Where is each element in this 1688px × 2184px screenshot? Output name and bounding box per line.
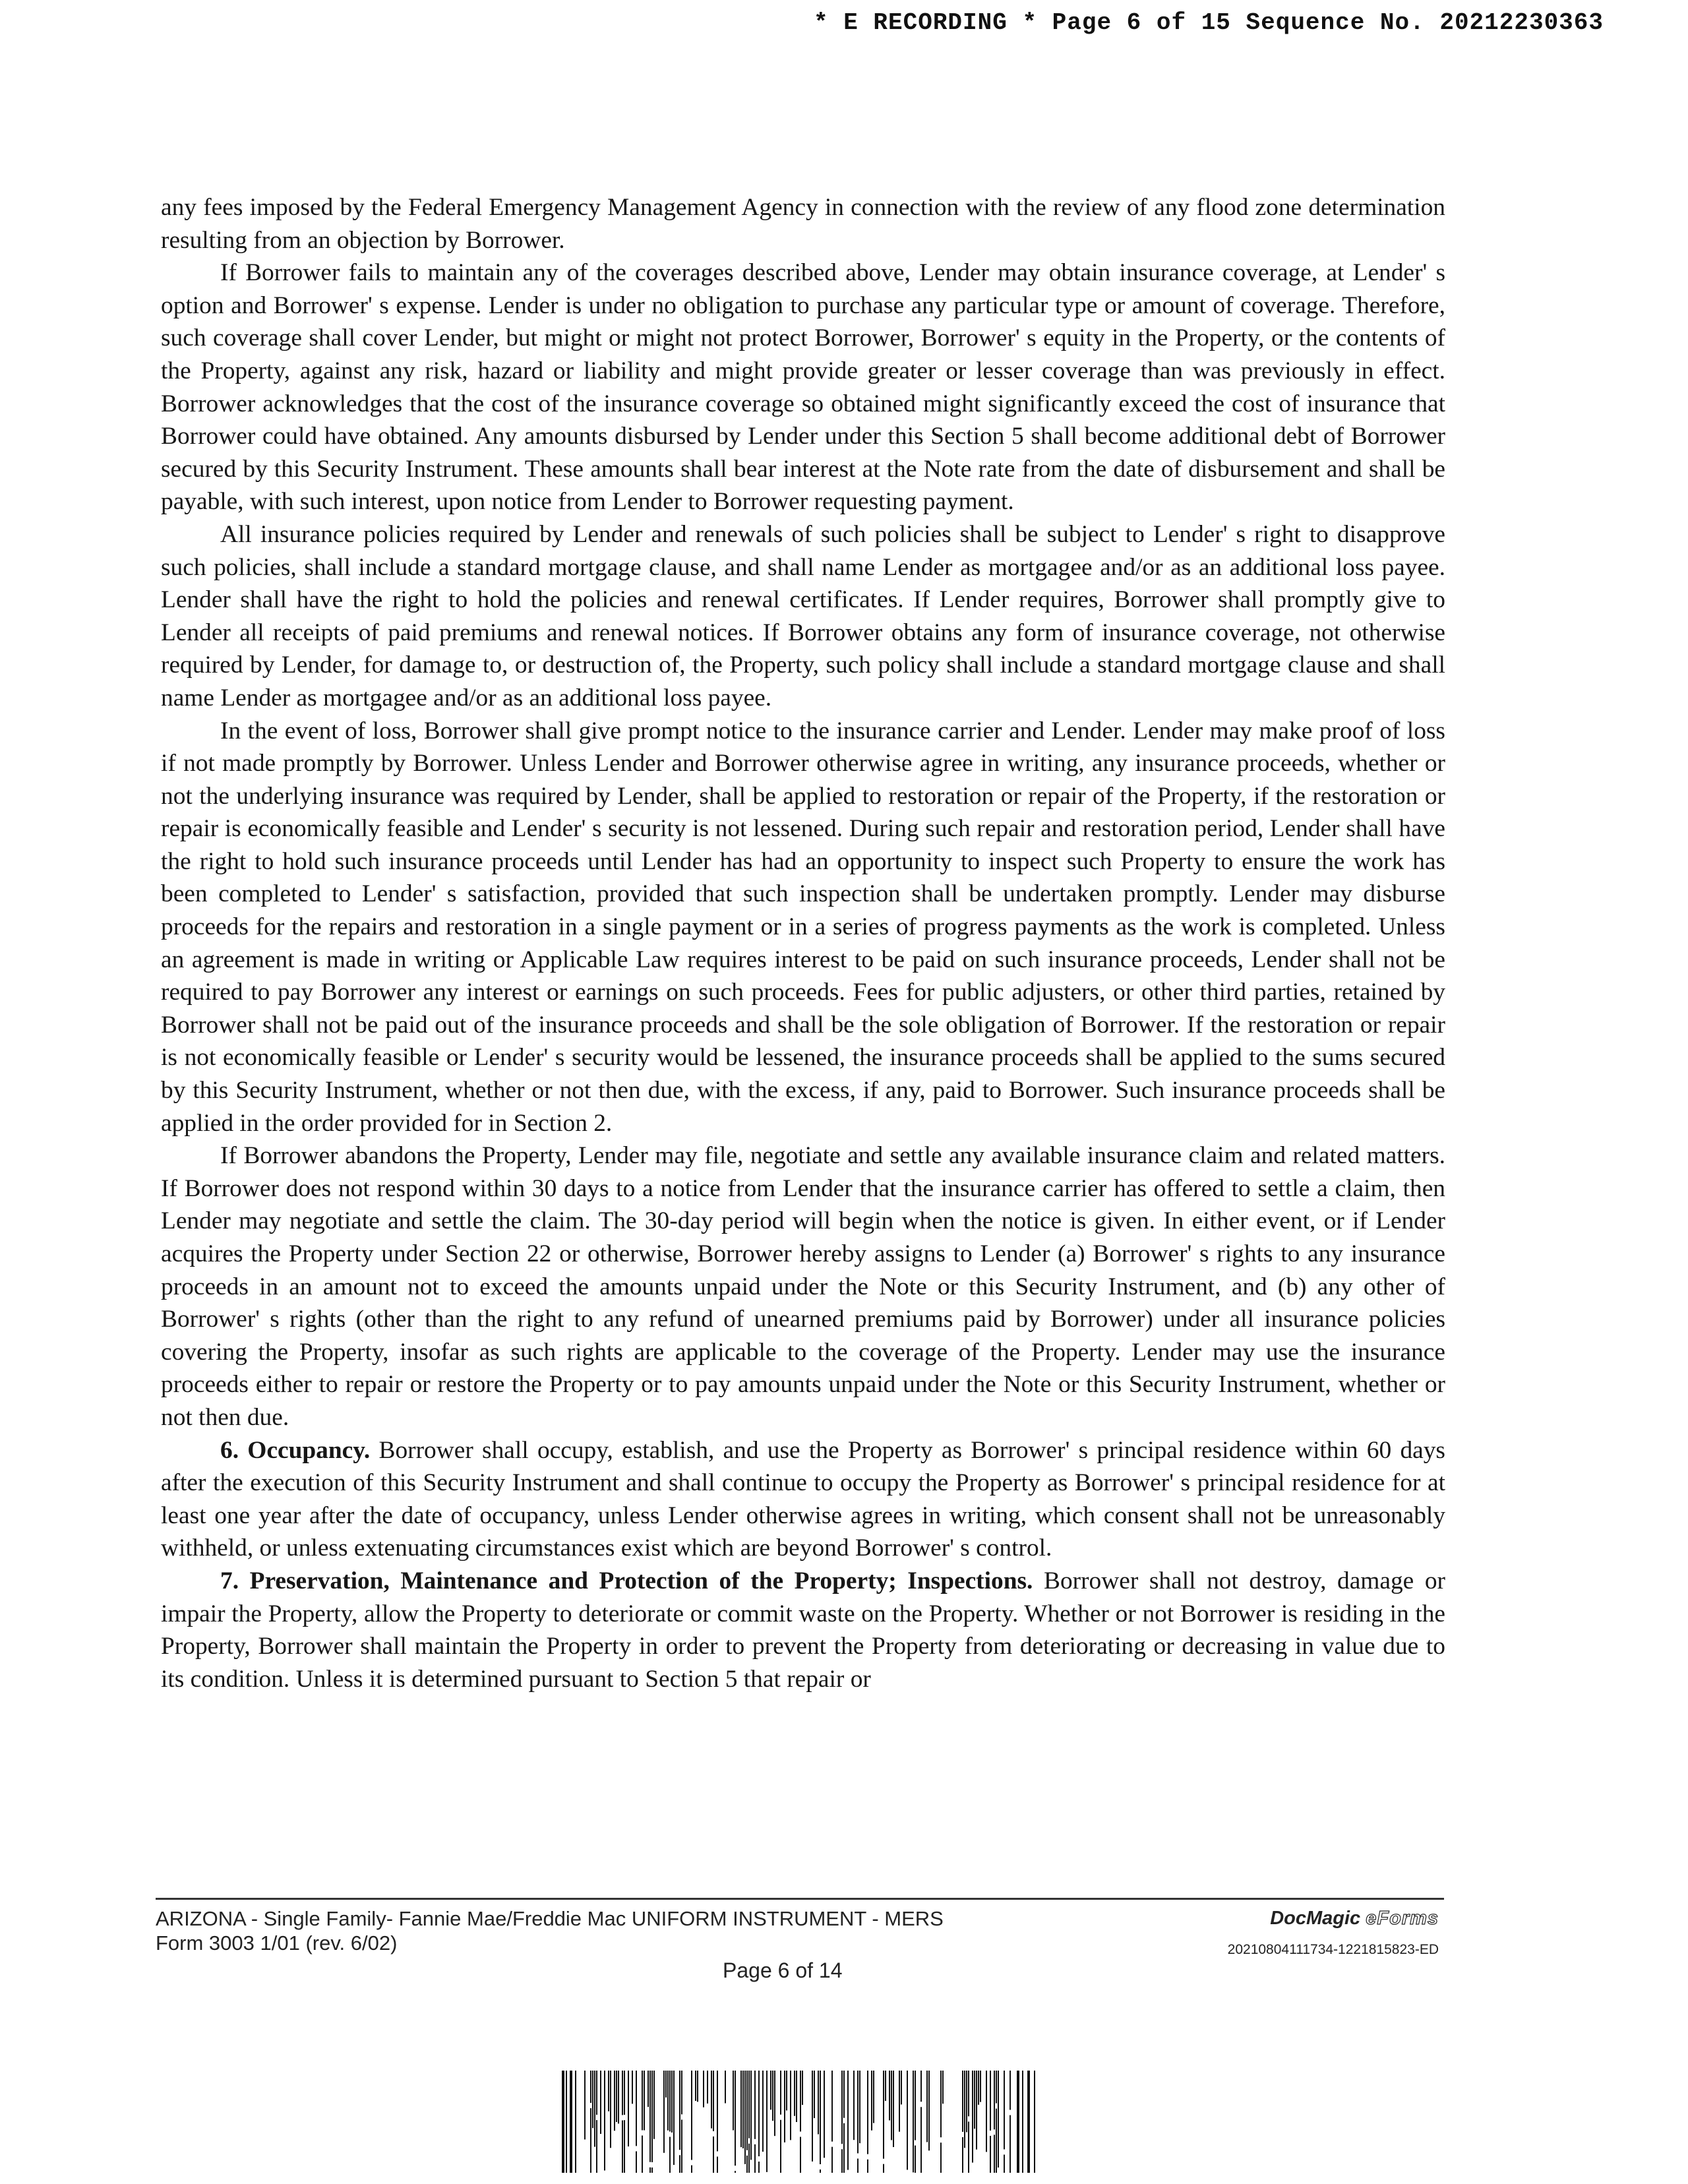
- paragraph-insurance-policies: All insurance policies required by Lender and renewals of such policies shall be subject to Lender' s right to disapprove such policies, shall include a standard mortgage clause, and shall name Lender as mortgagee and/or as an additional loss payee. Lender shall have the right to hold the policies and renewal certificates. If Lender requires, Borrower shall promptly give to Lender all receipts of paid premiums and renewal notices. If Borrower obtains any form of insurance coverage, not otherwise required by Lender, for damage to, or destruction of, the Property, such policy shall include a standard mortgage clause and shall name Lender as mortgagee and/or as an additional loss payee.: [161, 520, 1445, 712]
- footer-form-title: ARIZONA - Single Family- Fannie Mae/Freddie Mac UNIFORM INSTRUMENT - MERS: [156, 1907, 944, 1930]
- document-body: [161, 191, 1445, 1695]
- docmagic-logo: [1270, 1908, 1439, 1929]
- paragraph-occupancy: [161, 1434, 1445, 1565]
- section-7-body: Borrower shall not destroy, damage or impair the Property, allow the Property to deteriorate or commit waste on the Property. Whether or not Borrower is residing in the Property, Borrower shall maintain the Property in order to prevent the Property from deteriorating or decreasing in value due to its condition. Unless it is determined pursuant to Section 5 that repair or: [161, 1567, 1445, 1693]
- section-7-heading: 7. Preservation, Maintenance and Protection of the Property; Inspections.: [220, 1567, 1033, 1594]
- footer-document-id: 20210804111734-1221815823-ED: [1227, 1942, 1439, 1957]
- docmagic-logo-name: DocMagic: [1270, 1908, 1361, 1929]
- section-6-body: Borrower shall occupy, establish, and use the Property as Borrower' s principal residence within 60 days after the execution of this Security Instrument and shall continue to occupy the Property as Borrower' s principal residence for at least one year after the date of occupancy, unless Lender otherwise agrees in writing, which consent shall not be unreasonably withheld, or unless extenuating circumstances exist which are beyond Borrower' s control.: [161, 1436, 1445, 1562]
- section-6-heading: 6. Occupancy.: [220, 1436, 371, 1464]
- footer-form-info: [156, 1906, 944, 1955]
- recording-header: * E RECORDING * Page 6 of 15 Sequence No. 20212230363: [814, 9, 1604, 36]
- footer-form-number: Form 3003 1/01 (rev. 6/02): [156, 1931, 398, 1955]
- docmagic-logo-eforms: eForms: [1366, 1908, 1439, 1929]
- paragraph-event-of-loss: In the event of loss, Borrower shall give prompt notice to the insurance carrier and Lender. Lender may make proof of loss if not made promptly by Borrower. Unless Lender and Borrower otherwise agree in writing, any insurance proceeds, whether or not the underlying insurance was required by Lender, shall be applied to restoration or repair of the Property, if the restoration or repair is economically feasible and Lender' s security is not lessened. During such repair and restoration period, Lender shall have the right to hold such insurance proceeds until Lender has had an opportunity to inspect such Property to ensure the work has been completed to Lender' s satisfaction, provided that such inspection shall be undertaken promptly. Lender may disburse proceeds for the repairs and restoration in a single payment or in a series of progress payments as the work is completed. Unless an agreement is made in writing or Applicable Law requires interest to be paid on such insurance proceeds, Lender shall not be required to pay Borrower any interest or earnings on such proceeds. Fees for public adjusters, or other third parties, retained by Borrower shall not be paid out of the insurance proceeds and shall be the sole obligation of Borrower. If the restoration or repair is not economically feasible or Lender' s security would be lessened, the insurance proceeds shall be applied to the sums secured by this Security Instrument, whether or not then due, with the excess, if any, paid to Borrower. Such insurance proceeds shall be applied in the order provided for in Section 2.: [161, 717, 1445, 1137]
- footer-page-number: Page 6 of 14: [723, 1958, 843, 1982]
- paragraph-coverage: If Borrower fails to maintain any of the coverages described above, Lender may obtain insurance coverage, at Lender' s option and Borrower' s expense. Lender is under no obligation to purchase any particular type or amount of coverage. Therefore, such coverage shall cover Lender, but might or might not protect Borrower, Borrower' s equity in the Property, or the contents of the Property, against any risk, hazard or liability and might provide greater or lesser coverage than was previously in effect. Borrower acknowledges that the cost of the insurance coverage so obtained might significantly exceed the cost of insurance that Borrower could have obtained. Any amounts disbursed by Lender under this Section 5 shall become additional debt of Borrower secured by this Security Instrument. These amounts shall bear interest at the Note rate from the date of disbursement and shall be payable, with such interest, upon notice from Lender to Borrower requesting payment.: [161, 259, 1445, 516]
- paragraph-flood-fees: any fees imposed by the Federal Emergency Management Agency in connection with the review of any flood zone determination resulting from an objection by Borrower.: [161, 194, 1445, 254]
- paragraph-preservation: [161, 1565, 1445, 1695]
- footer-divider: [156, 1898, 1444, 1900]
- barcode: [562, 2071, 1043, 2173]
- paragraph-abandonment: If Borrower abandons the Property, Lender may file, negotiate and settle any available insurance claim and related matters. If Borrower does not respond within 30 days to a notice from Lender that the insurance carrier has offered to settle a claim, then Lender may negotiate and settle the claim. The 30-day period will begin when the notice is given. In either event, or if Lender acquires the Property under Section 22 or otherwise, Borrower hereby assigns to Lender (a) Borrower' s rights to any insurance proceeds in an amount not to exceed the amounts unpaid under the Note or this Security Instrument, and (b) any other of Borrower' s rights (other than the right to any refund of unearned premiums paid by Borrower) under all insurance policies covering the Property, insofar as such rights are applicable to the coverage of the Property. Lender may use the insurance proceeds either to repair or restore the Property or to pay amounts unpaid under the Note or this Security Instrument, whether or not then due.: [161, 1142, 1445, 1431]
